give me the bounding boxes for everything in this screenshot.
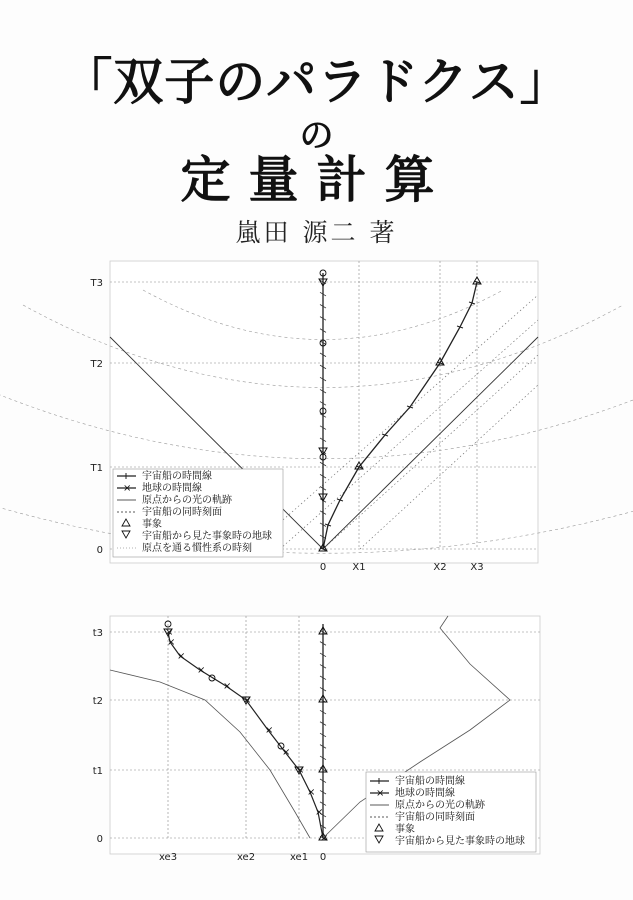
x-tick-label: 0 (319, 852, 327, 863)
legend-entry: 宇宙船の時間線 (395, 776, 465, 787)
legend-entry: 事象 (142, 519, 162, 530)
x-tick-label: 0 (319, 562, 327, 573)
legend (366, 772, 536, 852)
legend-entry: 事象 (395, 824, 415, 835)
legend-entry: 宇宙船から見た事象時の地球 (395, 836, 525, 847)
x-tick-label: xe3 (158, 852, 178, 863)
earth-tick: × (165, 627, 174, 638)
x-tick-label: X3 (470, 562, 484, 573)
y-tick-label: t3 (92, 628, 103, 639)
y-tick-label: t2 (92, 696, 103, 707)
x-tick-label: xe2 (236, 852, 256, 863)
legend-entry: 宇宙船から見た事象時の地球 (142, 531, 272, 542)
x-tick-label: xe1 (289, 852, 309, 863)
legend-entry: 地球の時間線 (142, 483, 202, 494)
y-tick-label: 0 (96, 834, 103, 845)
y-tick-label: T2 (90, 359, 103, 370)
earth-tick: × (167, 637, 176, 648)
earth-tick: × (315, 807, 324, 818)
chart-spacetime-ship-frame (0, 612, 633, 872)
legend-entry: 原点を通る慣性系の時刻 (142, 543, 252, 554)
x-tick-label: X2 (433, 562, 447, 573)
legend-cross: × (376, 788, 385, 799)
legend-entry: 宇宙船の同時刻面 (395, 812, 475, 823)
x-tick-label: X1 (352, 562, 366, 573)
author: 嵐田 源二 著 (235, 218, 398, 247)
earth-tick: × (265, 725, 274, 736)
legend-cross: × (123, 483, 132, 494)
earth-tick: × (177, 651, 186, 662)
earth-tick: × (307, 787, 316, 798)
legend-entry: 宇宙船の時間線 (142, 471, 212, 482)
title-line-1: 「双子のパラドクス」 (62, 53, 571, 111)
y-tick-label: t1 (92, 766, 103, 777)
earth-tick: × (320, 833, 329, 844)
y-tick-label: T1 (90, 463, 103, 474)
title-line-3: 定量計算 (180, 151, 453, 209)
title-line-2: の (299, 116, 334, 156)
earth-tick: × (223, 681, 232, 692)
earth-tick: × (282, 747, 291, 758)
legend-entry: 原点からの光の軌跡 (142, 495, 232, 506)
earth-tick: × (197, 665, 206, 676)
chart-spacetime-earth-frame (0, 255, 633, 575)
earth-tick: × (243, 695, 252, 706)
y-tick-label: T3 (90, 278, 103, 289)
legend-entry: 宇宙船の同時刻面 (142, 507, 222, 518)
legend-entry: 地球の時間線 (395, 788, 455, 799)
legend-entry: 原点からの光の軌跡 (395, 800, 485, 811)
y-tick-label: 0 (96, 545, 103, 556)
earth-tick: × (296, 765, 305, 776)
legend (113, 469, 283, 557)
